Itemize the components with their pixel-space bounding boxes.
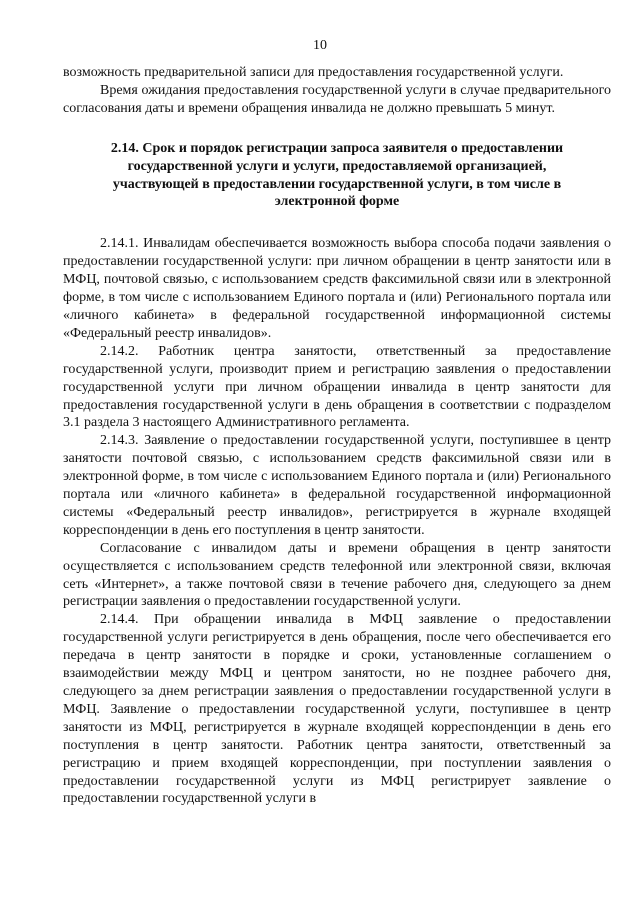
- paragraph-2-14-4: 2.14.4. При обращении инвалида в МФЦ заявление о предоставлении государственной услуги регистрируется в день обращения, после чего обеспечивается его передача в центр занятости в порядке и сроки, установленные соглашением о взаимодействии между МФЦ и центром занятости, но не позднее рабочего дня, следующего за днем регистрации заявления о предоставлении государственной услуги в МФЦ. Заявление о предоставлении государственной услуги, поступившее в центр занятости из МФЦ, регистрируется в журнале входящей корреспонденции в день его поступления в центр занятости. Работник центра занятости, ответственный за регистрацию и прием входящей корреспонденции, при поступлении заявления о предоставлении государственной услуги из МФЦ регистрирует заявление о предоставлении государственной услуги в: [63, 612, 611, 807]
- paragraph-continuation: возможность предварительной записи для предоставления государственной услуги.: [63, 65, 564, 80]
- paragraph-waiting-time: Время ожидания предоставления государственной услуги в случае предварительного согласования даты и времени обращения инвалида не должно превышать 5 минут.: [63, 82, 611, 116]
- document-body: [63, 64, 611, 808]
- page-number: 10: [313, 38, 327, 53]
- paragraph-2-14-3: 2.14.3. Заявление о предоставлении государственной услуги, поступившее в центр занятости почтовой связью, с использованием средств факсимильной связи или в электронной форме, в том числе с использованием Единого портала и (или) Регионального портала или «личного кабинета» в федеральной государственной информационной системы «Федеральный реестр инвалидов», регистрируется в журнале входящей корреспонденции в день его поступления в центр занятости.: [63, 433, 611, 538]
- paragraph-agreement: Согласование с инвалидом даты и времени обращения в центр занятости осуществляется с использованием средств телефонной или электронной связи, включая сеть «Интернет», а также почтовой связи в течение рабочего дня, следующего за днем регистрации заявления о предоставлении государственной услуги.: [63, 540, 611, 610]
- section-title: 2.14. Срок и порядок регистрации запроса заявителя о предоставлении государственной услуги и услуги, предоставляемой организацией, участвующей в предоставлении государственной услуги, в том числе в электронной форме: [110, 140, 564, 210]
- paragraph-2-14-1: 2.14.1. Инвалидам обеспечивается возможность выбора способа подачи заявления о предоставлении государственной услуги: при личном обращении в центр занятости или в МФЦ, почтовой связью, с использованием средств факсимильной связи или в электронной форме, в том числе с использованием Единого портала и (или) Регионального портала или «личного кабинета» в федеральной государственной информационной системы «Федеральный реестр инвалидов».: [63, 236, 611, 341]
- paragraph-2-14-2: 2.14.2. Работник центра занятости, ответственный за предоставление государственной услуги, производит прием и регистрацию заявления о предоставлении государственной услуги при личном обращении инвалида в центр занятости для предоставления государственной услуги в день обращения в соответствии с подразделом 3.1 раздела 3 настоящего Административного регламента.: [63, 343, 611, 431]
